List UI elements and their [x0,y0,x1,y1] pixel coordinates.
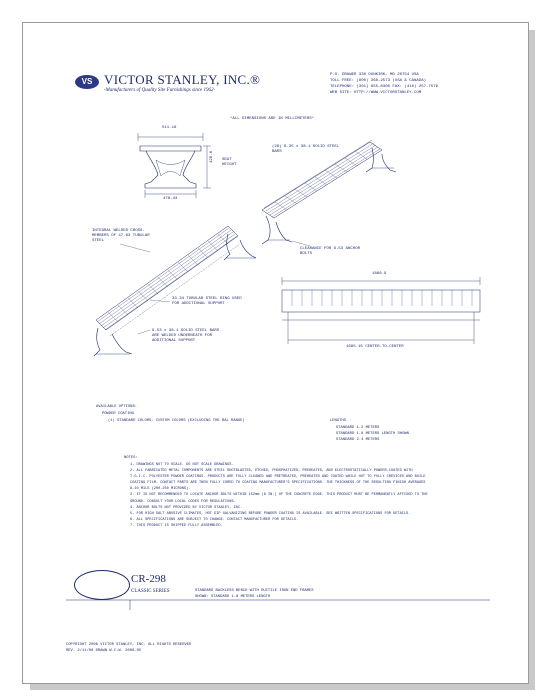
seat-height-dimension: 428.8 [210,150,214,163]
copyright-block [66,642,191,654]
copyright-line: COPYRIGHT 2006 VICTOR STANLEY, INC. ALL RIGHTS RESERVED [66,643,192,647]
lengths-heading: LENGTHS [330,419,346,423]
phone-line: TOLL FREE: (800) 368-2573 (USA & CANADA) [330,79,427,83]
note-item: 7. THIS PRODUCT IS SHIPPED FULLY ASSEMBLED. [130,523,223,528]
model-number: CR-298 [131,573,166,585]
notes-list [130,462,430,529]
series-name: CLASSIC SERIES [131,589,170,594]
clearance-note: CLEARANCE FOR 9.53 ANCHOR BOLTS [300,247,361,256]
solid-bars-note: 9.53 x 38.1 SOLID STEEL BARS ARE WELDED UNDERNEATH FOR ADDITIONAL SUPPORT [152,329,220,343]
note-item: 3. IT IS NOT RECOMMENDED TO LOCATE ANCHOR BOLTS WITHIN 152mm (6 IN.) OF THE CONCRETE EDGE. THIS PRODUCT MUST BE PERMANENTLY AFFIXED TO THE GROUND. CONSULT YOUR LOCAL CODES FOR REGULATIONS. [130,493,428,504]
title-block-lines [66,600,490,610]
end-width-dimension: 511.18 [162,126,177,130]
brand-name: VICTOR STANLEY, INC.® [104,72,261,87]
powder-coating-label: POWDER COATING [102,412,134,416]
brand-tagline: -Manufacturers of Quality Site Furnishings since 1962- [104,88,216,93]
length-option: STANDARD 1.2 METERS [336,426,380,430]
end-view-frame [138,133,211,198]
length-option: STANDARD 2.4 METERS [336,438,380,442]
colors-option: (1) STANDARD COLORS, CUSTOM COLORS (EXCLUDING THE RAL RANGE) [108,419,245,423]
note-item: 5. FOR HIGH SALT ABUSIVE CLIMATES, HOT DIP GALVANIZING BEFORE POWDER COATING IS AVAILABLE. SEE WRITTEN SPECIFICATIONS FOR DETAILS. [130,511,411,516]
available-options-heading: AVAILABLE OPTIONS: [96,405,138,409]
note-item: 4. ANCHOR BOLTS NOT PROVIDED BY VICTOR STANLEY, INC. [130,505,243,510]
base-width-dimension: 478.43 [163,197,178,201]
notes-heading: NOTES: [124,456,138,460]
plan-view [282,277,480,344]
website-line: WEB SITE: HTTP://WWW.VICTORSTANLEY.COM [330,91,422,95]
slats-note: (28) 6.35 x 38.1 SOLID STEEL BARS [272,145,340,154]
note-item: 2. ALL FABRICATED METAL COMPONENTS ARE STEEL SHOTBLASTED, ETCHED, PHOSPHATIZED, PREHEATED, AND ELECTROSTATICALLY POWDER-COATED WITH T.G.I.C. POLYESTER POWDER COATINGS. PRODUCTS ARE FULLY CLEANED AND PRETREATED, PREHEATED AND COATED WHILE HOT TO FULLY CREVICES AND BUILD COATING FILM. CONTACT PARTS ARE THEN FULLY CURED TO COATING MANUFACTURER'S SPECIFICATIONS. THE THICKNESS OF THE RESULTING FINISH AVERAGES 8-10 MILS (200-250 MICRONS). [130,469,426,492]
length-option: STANDARD 1.8 METERS LENGTH SHOWN [336,432,409,436]
plan-length-dimension: 1866.9 [372,272,387,276]
note-item: 6. ALL SPECIFICATIONS ARE SUBJECT TO CHANGE. CONTACT MANUFACTURER FOR DETAILS. [130,517,299,522]
description-line: STANDARD BACKLESS BENCH WITH DUCTILE IRON END FRAMES [195,589,314,593]
note-item: 1. DRAWINGS NOT TO SCALE. DO NOT SCALE DRAWINGS. [130,463,234,467]
title-block-circle [74,570,130,600]
isometric-bench-small [262,140,396,246]
description-line: SHOWN: STANDARD 1.8 METERS LENGTH [195,595,271,599]
product-description [195,588,313,600]
units-note: *ALL DIMENSIONS ARE IN MILLIMETERS* [230,117,315,121]
seat-height-label: SEAT HEIGHT [222,158,237,167]
revision-line: REV. 2/11/08 DRAWN W.C.W. 2008-05 [66,649,142,653]
center-to-center-dimension: 1695.15 CENTER-TO-CENTER [346,345,404,349]
tel-fax-line: TELEPHONE: (301) 855-8300 FAX: (410) 257-7579 [330,85,439,89]
integral-crossmember-note: INTEGRAL WELDED CROSS-MEMBERS OF 47.63 TUBULAR STEEL [92,229,150,243]
victor-stanley-logo: VS [75,75,99,89]
address-line: P.O. DRAWER 330 DUNKIRK, MD 20754 USA [330,73,419,77]
tubular-ring-note: 33.34 TUBULAR STEEL RING USED FOR ADDITIONAL SUPPORT [172,297,242,306]
